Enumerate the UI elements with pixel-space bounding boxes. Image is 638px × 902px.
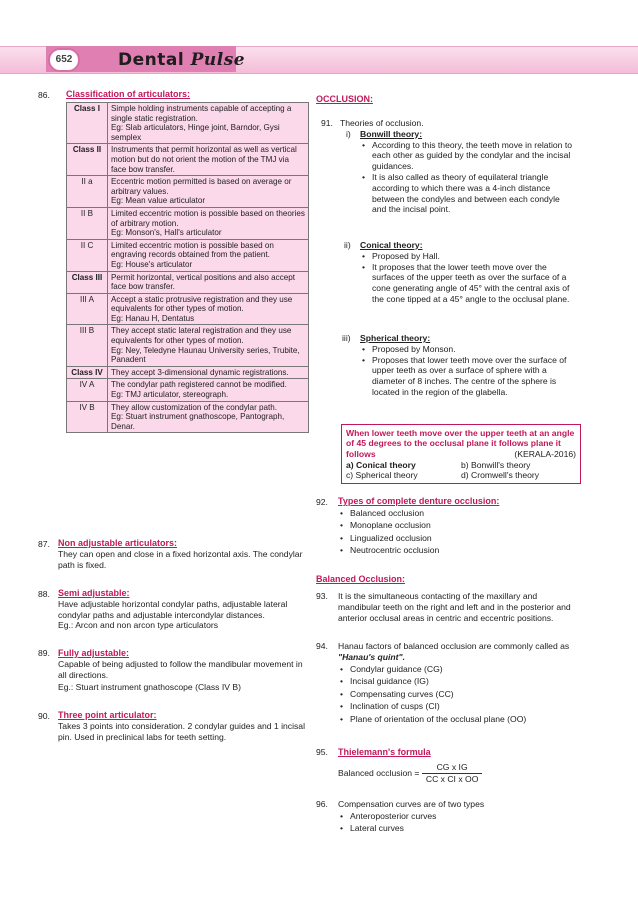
bullet-item: • Proposed by Hall. (360, 251, 576, 262)
class-description-text: Eccentric motion permitted is based on average or arbitrary values. (111, 177, 292, 196)
class-description-text: Simple holding instruments capable of accepting a single static registration. (111, 104, 292, 123)
classification-row (67, 401, 309, 433)
classification-row (67, 325, 309, 366)
class-example: Eg: Stuart instrument gnathoscope, Pantograph, Denar. (111, 412, 285, 431)
q89-number: 89. (38, 648, 50, 658)
q93-text: It is the simultaneous contacting of the maxillary and mandibular teeth on the right and left and in the posterior and anterior occlusal areas in centric and eccentric positions. (338, 591, 571, 623)
book-title: Dental Pulse (118, 50, 246, 70)
bullet-item: • Anteroposterior curves (338, 810, 576, 823)
q94-text: Hanau factors of balanced occlusion are commonly called as (338, 641, 570, 651)
q95-title: Thielemann's formula (338, 747, 431, 757)
classification-table (66, 102, 309, 433)
mcq-source: (KERALA-2016) (514, 449, 576, 460)
conical-theory-title: Conical theory: (360, 240, 423, 250)
q91-iii (344, 333, 576, 398)
mcq-option-d: d) Cromwell's theory (461, 470, 540, 481)
bullet-item: • Proposed by Monson. (360, 344, 576, 355)
balanced-occlusion-heading: Balanced Occlusion: (316, 574, 406, 584)
q92-number: 92. (316, 497, 328, 507)
q90-number: 90. (38, 711, 50, 721)
class-description (108, 379, 309, 401)
q95-number: 95. (316, 747, 328, 757)
q96-text: Compensation curves are of two types (338, 799, 485, 809)
classification-row (67, 207, 309, 239)
bullet-item: • Inclination of cusps (CI) (338, 700, 576, 713)
q86-title: Classification of articulators: (66, 89, 191, 99)
spherical-points (360, 344, 576, 398)
bullet-item: • According to this theory, the teeth move in relation to each other as guided by the condylar and the incisal guidances. (360, 140, 576, 172)
class-description-text: They accept static lateral registration and they use equivalents for other types of motion. (111, 326, 292, 346)
class-description (108, 207, 309, 239)
class-description-text: Instruments that permit horizontal as well as vertical motion but do not orient the motion of the TMJ via face bow transfer. (111, 145, 297, 174)
mcq-question: When lower teeth move over the upper teeth at an angle of 45 degrees to the occlusal plane it follows plane it follows (346, 428, 575, 459)
class-code: II B (67, 207, 108, 239)
thielemann-formula (338, 762, 482, 785)
class-description-text: They accept 3-dimensional dynamic registrations. (111, 367, 289, 377)
q88-number: 88. (38, 589, 50, 599)
class-code: III A (67, 293, 108, 325)
q91-i-label: i) (346, 128, 351, 139)
q88-title: Semi adjustable: (58, 588, 130, 598)
q91-ii-label: ii) (344, 240, 351, 250)
bullet-item: • It is also called as theory of equilateral triangle according to which there was a 4-inch distance between the condyles and between each condyle and the incisal point. (360, 172, 576, 215)
class-description (108, 401, 309, 433)
classification-row (67, 144, 309, 176)
q91-iii-label: iii) (342, 333, 351, 343)
q94 (338, 641, 576, 726)
q92 (338, 496, 576, 556)
class-code: III B (67, 325, 108, 366)
classification-row (67, 239, 309, 271)
class-example: Eg: House's articulator (111, 259, 193, 269)
bonwill-theory-title: Bonwill theory: (360, 128, 423, 139)
class-description (108, 366, 309, 379)
class-description (108, 271, 309, 293)
class-description (108, 325, 309, 366)
q88-text: Have adjustable horizontal condylar paths, adjustable lateral condylar paths and adjustable intercondylar distances. (58, 598, 288, 620)
bullet-item: • Compensating curves (CC) (338, 688, 576, 701)
class-description (108, 176, 309, 208)
q86-number: 86. (38, 90, 50, 100)
class-description (108, 144, 309, 176)
formula-denominator: CC x CI x OO (425, 773, 479, 784)
class-description-text: The condylar path registered cannot be modified. (111, 380, 287, 390)
formula-lhs: Balanced occlusion = (338, 767, 420, 778)
q91-i (340, 129, 576, 215)
bullet-item: • Neutrocentric occlusion (338, 544, 576, 556)
occlusion-heading: OCCLUSION: (316, 94, 373, 104)
class-example: Eg: Hanau H, Dentatus (111, 313, 195, 323)
q96 (338, 799, 576, 835)
q91 (340, 118, 576, 215)
classification-row (67, 176, 309, 208)
bullet-item: • It proposes that the lower teeth move over the surfaces of the upper teeth as over the surface of a cone generating angle of 45° with the central axis of the cone tipped at a 45° angle to the occlusal plane. (360, 262, 576, 305)
class-example: Eg: Slab articulators, Hinge joint, Barndor, Gysi semplex (111, 123, 280, 142)
bullet-item: • Proposes that lower teeth move over the surface of upper teeth as over a surface of sphere with a diameter of 8 inches. The centre of the sphere is located in the region of the glabella. (360, 355, 576, 398)
classification-row (67, 293, 309, 325)
class-description-text: Permit horizontal, vertical positions and also accept face bow transfer. (111, 272, 295, 292)
class-example: Eg: Monson's, Hall's articulator (111, 228, 222, 238)
q89 (58, 648, 308, 693)
q89-text: Capable of being adjusted to follow the mandibular movement in all directions. (58, 658, 303, 680)
class-code: II a (67, 176, 108, 208)
q94-number: 94. (316, 641, 328, 651)
class-code: Class II (67, 144, 108, 176)
page-number: 652 (48, 48, 80, 72)
q88 (58, 588, 308, 631)
q96-number: 96. (316, 799, 328, 809)
bullet-item: • Monoplane occlusion (338, 519, 576, 531)
q92-points (338, 507, 576, 557)
classification-row (67, 103, 309, 144)
classification-row (67, 271, 309, 293)
bullet-item: • Condylar guidance (CG) (338, 663, 576, 676)
q92-title: Types of complete denture occlusion: (338, 496, 500, 506)
class-code: Class III (67, 271, 108, 293)
classification-row (67, 366, 309, 379)
mcq-option-a: a) Conical theory (346, 459, 416, 470)
class-example: Eg: Mean value articulator (111, 196, 206, 206)
bullet-item: • Incisal guidance (IG) (338, 675, 576, 688)
q87 (58, 538, 308, 570)
bonwill-points (360, 140, 576, 216)
compensation-curve-types (338, 810, 576, 835)
formula-fraction (422, 762, 483, 785)
q91-title: Theories of occlusion. (340, 118, 424, 128)
spherical-theory-title: Spherical theory: (360, 333, 431, 343)
hanau-factors (338, 663, 576, 726)
class-code: II C (67, 239, 108, 271)
class-code: IV A (67, 379, 108, 401)
q91-number: 91. (321, 118, 333, 128)
mcq-option-c: c) Spherical theory (346, 470, 418, 481)
bullet-item: • Lingualized occlusion (338, 532, 576, 544)
bullet-item: • Plane of orientation of the occlusal plane (OO) (338, 713, 576, 726)
q87-number: 87. (38, 539, 50, 549)
class-description-text: Limited eccentric motion is possible based on theories of arbitrary motion. (111, 208, 305, 228)
class-description-text: Limited eccentric motion is possible based on engraving records obtained from the patient. (111, 240, 274, 260)
q90-title: Three point articulator: (58, 710, 157, 720)
mcq-box (341, 424, 581, 484)
class-description (108, 103, 309, 144)
conical-points (360, 251, 576, 305)
classification-row (67, 379, 309, 401)
class-example: Eg: TMJ articulator, stereograph. (111, 390, 229, 400)
hanau-quint: "Hanau's quint". (338, 651, 406, 662)
class-description-text: Accept a static protrusive registration and they use equivalents for other types of motion. (111, 294, 293, 314)
class-code: IV B (67, 401, 108, 433)
class-code: Class I (67, 103, 108, 144)
q89-title: Fully adjustable: (58, 648, 130, 658)
q89-eg: Eg.: Stuart instrument gnathoscope (Class IV B) (58, 682, 241, 693)
bullet-item: • Balanced occlusion (338, 507, 576, 519)
q93-number: 93. (316, 591, 328, 601)
q87-title: Non adjustable articulators: (58, 538, 178, 548)
q90 (58, 710, 308, 742)
q91-ii (344, 240, 576, 305)
class-description (108, 239, 309, 271)
formula-numerator: CG x IG (422, 762, 483, 774)
class-description (108, 293, 309, 325)
class-code: Class IV (67, 366, 108, 379)
class-description-text: They allow customization of the condylar path. (111, 402, 278, 412)
class-example: Eg: Ney, Teledyne Haunau University series, Trubite, Panadent (111, 345, 300, 365)
q88-eg: Eg.: Arcon and non arcon type articulators (58, 620, 219, 631)
bullet-item: • Lateral curves (338, 822, 576, 835)
q87-text: They can open and close in a fixed horizontal axis. The condylar path is fixed. (58, 548, 303, 570)
q90-text: Takes 3 points into consideration. 2 condylar guides and 1 incisal pin. Used in preclinical labs for teeth setting. (58, 720, 305, 742)
mcq-option-b: b) Bonwill's theory (461, 459, 531, 470)
